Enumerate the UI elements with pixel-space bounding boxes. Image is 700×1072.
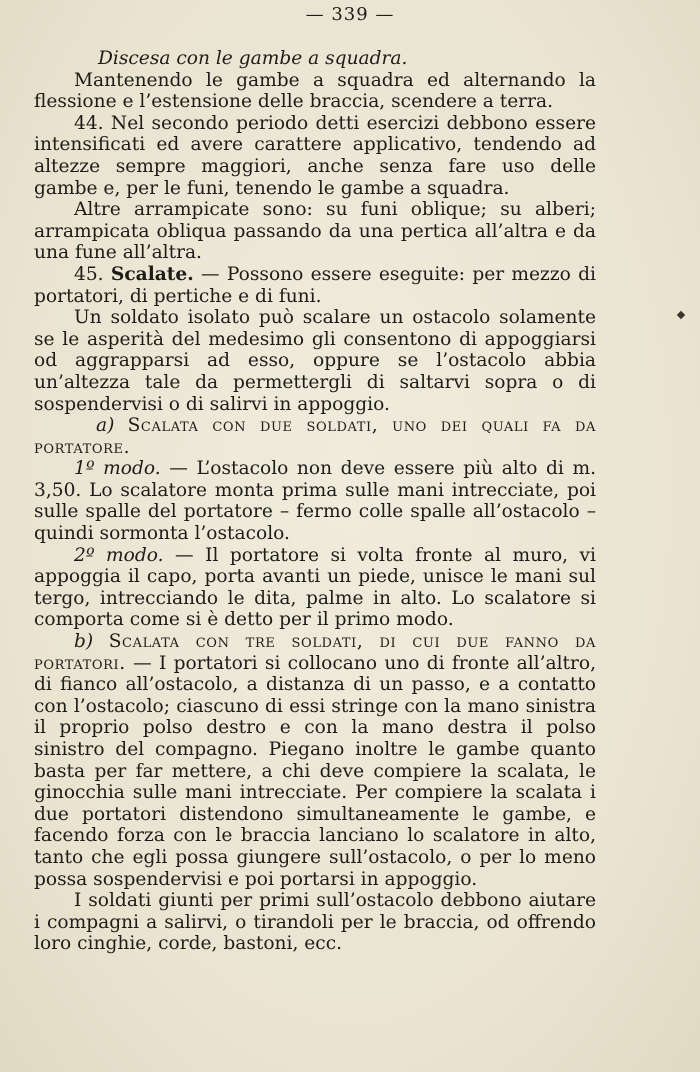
subsection-title: Scalata con due soldati, uno dei quali fa da portatore. <box>34 415 596 458</box>
paragraph-title: Scalate. <box>110 263 194 285</box>
subsection-text: — I portatori si collocano uno di fronte all’altro, di fianco all’ostacolo, a distanza di un passo, e a contatto con l’ostacolo; ciascuno di essi stringe con la mano sinistra il proprio polso destro e con la mano destra il polso sinistro del compagno. Piegano inoltre le gambe quanto basta per far mettere, a chi deve compiere la scalata, le ginocchia sulle mani intrecciate. Per compiere la scalata i due portatori distendono simultaneamente le gambe, e facendo forza con le braccia lanciano lo scalatore in alto, tanto che egli possa giungere sull’ostacolo, o per lo meno possa sospendervisi e poi portarsi in appoggio. <box>34 652 596 890</box>
mode-label: 2º modo. <box>74 544 164 566</box>
paragraph: Altre arrampicate sono: su funi oblique; su alberi; arrampicata obliqua passando da una pertica all’altra e da una fune all’altra. <box>34 199 596 264</box>
subsection-title: Scalata con tre soldati, di cui due fanno da portatori. <box>34 631 596 674</box>
section-heading: Discesa con le gambe a squadra. <box>98 48 408 69</box>
mode-1 <box>34 458 596 544</box>
paragraph: Mantenendo le gambe a squadra ed alternando la flessione e l’estensione delle braccia, scendere a terra. <box>34 69 596 113</box>
subsection-label: a) <box>96 415 115 437</box>
subsection-a <box>34 415 596 458</box>
paragraph: Un soldato isolato può scalare un ostacolo solamente se le asperità del medesimo gli consentono di appoggiarsi od aggrapparsi ad esso, oppure se l’ostacolo abbia un’altezza tale da permettergli di saltarvi sopra o di sospendervisi o di salirvi in appoggio. <box>34 307 596 415</box>
paragraph-text: — Possono essere eseguite: per mezzo di portatori, di pertiche e di funi. <box>34 263 596 307</box>
margin-mark <box>677 311 685 319</box>
paragraph: 44. Nel secondo periodo detti esercizi debbono essere intensificati ed avere carattere applicativo, tendendo ad altezze sempre maggiori, anche senza fare uso delle gambe e, per le funi, tenendo le gambe a squadra. <box>34 112 596 199</box>
paragraph-number: 45. <box>74 263 104 285</box>
paragraph: I soldati giunti per primi sull’ostacolo debbono aiutare i compagni a salirvi, o tirandoli per le braccia, od offrendo loro cinghie, corde, bastoni, ecc. <box>34 890 596 955</box>
mode-text: — L’ostacolo non deve essere più alto di m. 3,50. Lo scalatore monta prima sulle mani intrecciate, poi sulle spalle del portatore – fermo colle spalle all’ostacolo – quindi sormonta l’ostacolo. <box>34 458 596 545</box>
mode-text: — Il portatore si volta fronte al muro, vi appoggia il capo, porta avanti un piede, unisce le mani sul tergo, intrecciando le dita, palme in alto. Lo scalatore si comporta come si è detto per il primo modo. <box>34 544 596 631</box>
page-number: — 339 — <box>305 4 395 25</box>
subsection-label: b) <box>74 631 94 653</box>
body-text <box>34 48 596 955</box>
subsection-b <box>34 631 596 890</box>
paragraph-scalate <box>34 264 596 307</box>
mode-2 <box>34 545 596 631</box>
mode-label: 1º modo. <box>74 458 161 480</box>
